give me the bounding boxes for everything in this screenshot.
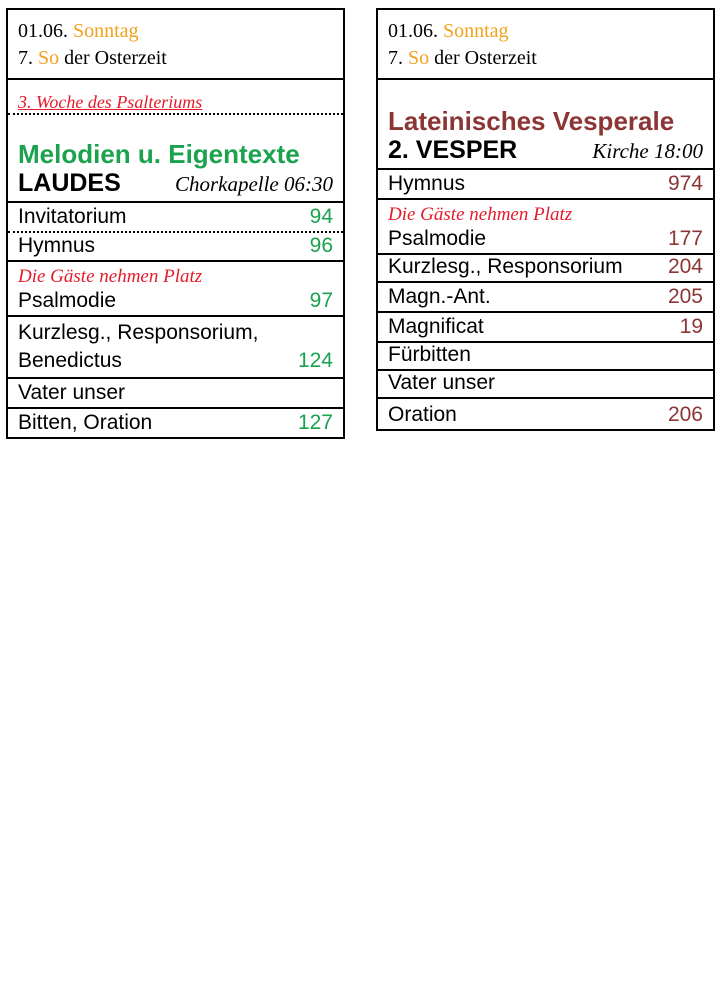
place-time: Kirche 18:00 [592, 139, 703, 163]
list-item [378, 253, 713, 281]
title-block [8, 115, 343, 201]
list-item [378, 225, 713, 253]
place-time: Chorkapelle 06:30 [174, 172, 333, 196]
season-line [18, 45, 333, 72]
list-item [8, 407, 343, 437]
weekday: Sonntag [443, 20, 509, 42]
item-page: 127 [297, 411, 333, 434]
item-page: 205 [667, 285, 703, 308]
item-page: 124 [297, 349, 333, 372]
list-item [8, 201, 343, 231]
item-page: 96 [309, 234, 333, 257]
item-label: Hymnus [18, 234, 96, 257]
item-label: Hymnus [388, 172, 466, 195]
list-item [8, 377, 343, 407]
guest-note: Die Gäste nehmen Platz [18, 266, 203, 287]
hour-title: LAUDES [18, 169, 121, 197]
book-title: Lateinisches Vesperale [388, 106, 675, 136]
hour-row [18, 169, 333, 201]
week-number: 7. [388, 47, 403, 69]
item-label: Psalmodie [18, 289, 117, 312]
item-label: Vater unser [18, 381, 125, 404]
title-block [378, 80, 713, 168]
list-item [8, 315, 343, 377]
item-label: Magnificat [388, 315, 484, 338]
item-label: Invitatorium [18, 205, 127, 228]
guest-note: Die Gäste nehmen Platz [388, 204, 573, 225]
date: 01.06. [388, 20, 438, 42]
item-page: 206 [667, 403, 703, 426]
item-label: Kurzlesg., Responsorium [388, 255, 623, 278]
item-page: 177 [667, 227, 703, 250]
list-item [378, 397, 713, 429]
item-label-line2: Benedictus [18, 349, 122, 372]
date-header [8, 10, 343, 80]
vesper-sheet [376, 8, 715, 431]
laudes-sheet [6, 8, 345, 439]
season: der Osterzeit [64, 47, 167, 69]
book-title: Melodien u. Eigentexte [18, 139, 300, 169]
list-item [378, 341, 713, 369]
list-item [378, 311, 713, 341]
week-abbr: So [408, 47, 430, 69]
date-line [388, 18, 703, 45]
week-number: 7. [18, 47, 33, 69]
item-label: Fürbitten [388, 343, 471, 366]
psalmodie-block [378, 198, 713, 253]
list-item [378, 281, 713, 311]
psalmodie-block [8, 260, 343, 315]
date-line [18, 18, 333, 45]
item-label: Oration [388, 403, 457, 426]
item-label: Magn.-Ant. [388, 285, 491, 308]
item-label: Bitten, Oration [18, 411, 153, 434]
item-page: 19 [679, 315, 703, 338]
date: 01.06. [18, 20, 68, 42]
weekday: Sonntag [73, 20, 139, 42]
season: der Osterzeit [434, 47, 537, 69]
item-page: 97 [309, 289, 333, 312]
item-page: 94 [309, 205, 333, 228]
season-line [388, 45, 703, 72]
week-abbr: So [38, 47, 60, 69]
item-label-line1: Kurzlesg., Responsorium, [18, 321, 259, 344]
date-header [378, 10, 713, 80]
item-page: 974 [667, 172, 703, 195]
list-item [378, 168, 713, 198]
list-item [8, 231, 343, 260]
list-item [8, 287, 343, 315]
item-label: Vater unser [388, 371, 495, 394]
item-line2 [18, 347, 333, 375]
list-item [378, 369, 713, 397]
item-label: Psalmodie [388, 227, 487, 250]
psalter-week: 3. Woche des Psalteriums [8, 80, 343, 115]
item-page: 204 [667, 255, 703, 278]
hour-row [388, 136, 703, 168]
hour-title: 2. VESPER [388, 136, 518, 164]
